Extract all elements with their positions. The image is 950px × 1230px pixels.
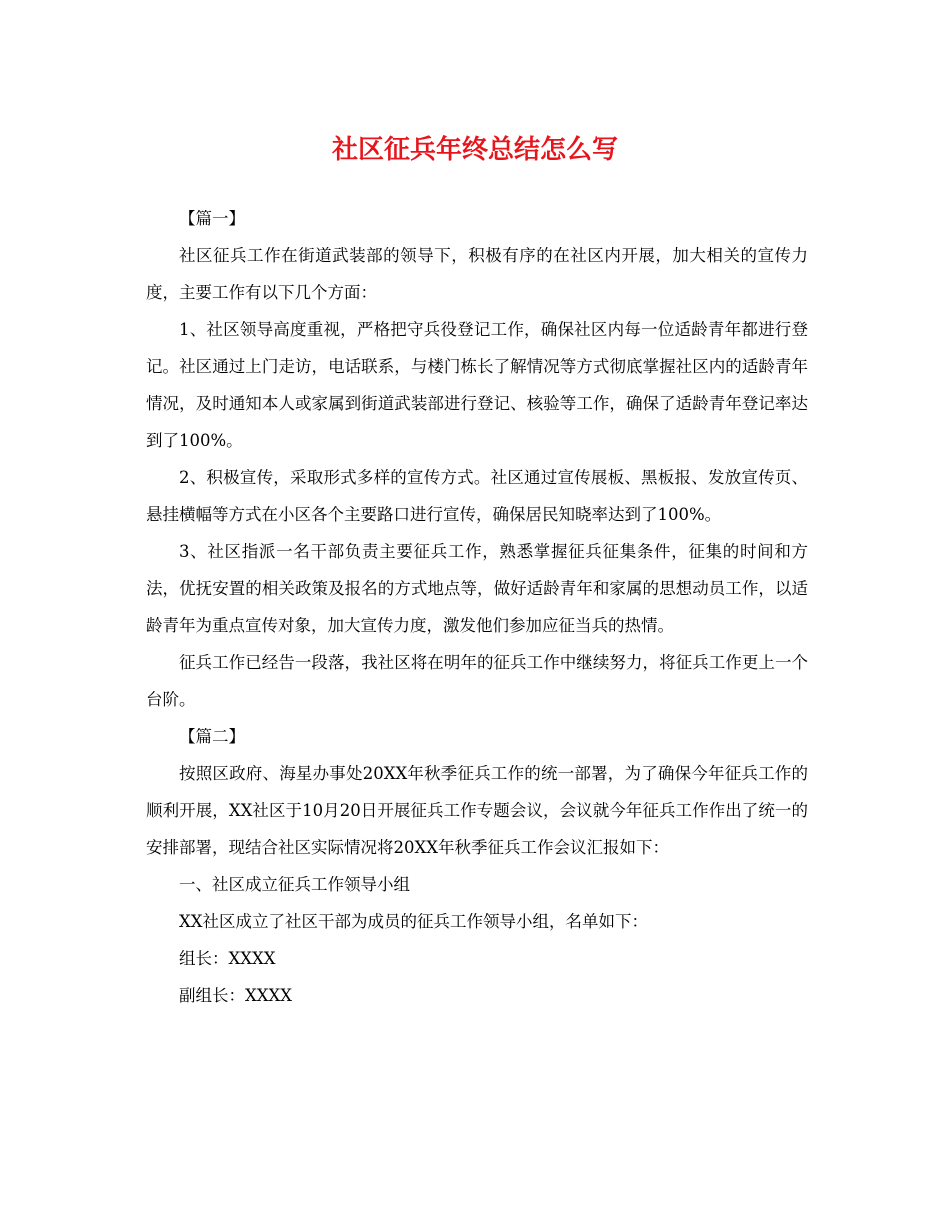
- paragraph-point-1: 1、社区领导高度重视，严格把守兵役登记工作，确保社区内每一位适龄青年都进行登记。社区通过上门走访，电话联系，与楼门栋长了解情况等方式彻底掌握社区内的适龄青年情况，及时通知本人或家属到街道武装部进行登记、核验等工作，确保了适龄青年登记率达到了100%。: [146, 320, 808, 450]
- section-heading-part-one: 【篇一】: [179, 209, 245, 228]
- paragraph-conclusion: 征兵工作已经告一段落，我社区将在明年的征兵工作中继续努力，将征兵工作更上一个台阶。: [146, 653, 808, 709]
- paragraph-group-list-intro: XX社区成立了社区干部为成员的征兵工作领导小组，名单如下：: [179, 912, 648, 931]
- group-deputy-leader-line: 副组长：XXXX: [179, 986, 292, 1005]
- paragraph-intro: 社区征兵工作在街道武装部的领导下，积极有序的在社区内开展，加大相关的宣传力度，主要工作有以下几个方面：: [146, 246, 808, 302]
- paragraph-point-2: 2、积极宣传，采取形式多样的宣传方式。社区通过宣传展板、黑板报、发放宣传页、悬挂横幅等方式在小区各个主要路口进行宣传，确保居民知晓率达到了100%。: [146, 468, 808, 524]
- document-body: [146, 200, 808, 1014]
- document-title: 社区征兵年终总结怎么写: [331, 135, 618, 165]
- section-heading-part-two: 【篇二】: [179, 727, 245, 746]
- group-leader-line: 组长：XXXX: [179, 949, 276, 968]
- subheading-leading-group: 一、社区成立征兵工作领导小组: [179, 875, 410, 894]
- paragraph-point-3: 3、社区指派一名干部负责主要征兵工作，熟悉掌握征兵征集条件，征集的时间和方法，优抚安置的相关政策及报名的方式地点等，做好适龄青年和家属的思想动员工作，以适龄青年为重点宣传对象，加大宣传力度，激发他们参加应征当兵的热情。: [146, 542, 808, 635]
- paragraph-part-two-intro: 按照区政府、海星办事处20XX年秋季征兵工作的统一部署，为了确保今年征兵工作的顺利开展，XX社区于10月20日开展征兵工作专题会议，会议就今年征兵工作作出了统一的安排部署，现结合社区实际情况将20XX年秋季征兵工作会议汇报如下：: [146, 764, 808, 857]
